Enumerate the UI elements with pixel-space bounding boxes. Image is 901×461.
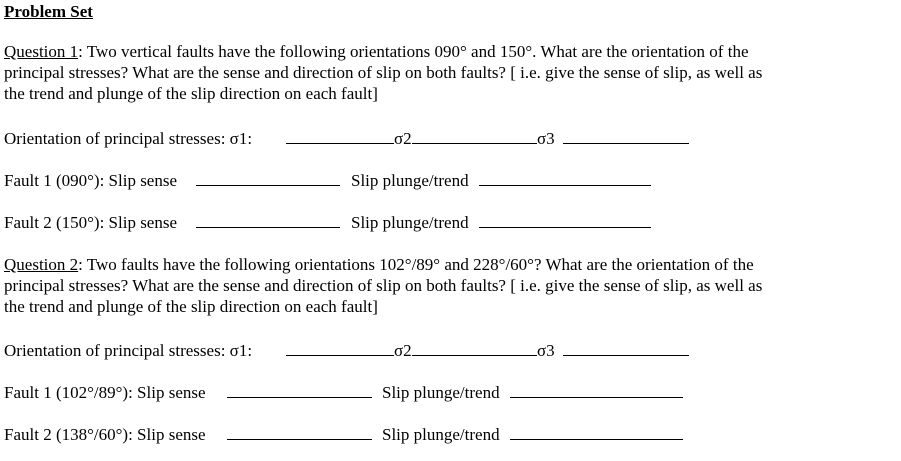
q1-fault2-plunge-answer[interactable]	[479, 212, 651, 233]
q2-fault1-plunge-answer[interactable]	[510, 382, 683, 403]
q2-fault1-sense-answer[interactable]	[227, 382, 372, 403]
q1-fault1-plunge-label: Slip plunge/trend	[351, 171, 469, 190]
q2-fault2-sense-answer[interactable]	[227, 424, 372, 445]
q1-text-line1: : Two vertical faults have the following orientations 090° and 150°. What are the orientation of the	[78, 42, 749, 61]
q1-sigma3-label: σ3	[537, 129, 555, 148]
q1-text-line3: the trend and plunge of the slip direction on each fault]	[4, 84, 378, 103]
q2-stress-label: Orientation of principal stresses: σ1:	[4, 341, 253, 360]
q2-fault1-row	[4, 382, 206, 403]
q1-line1	[4, 41, 749, 62]
q2-sigma2-field	[394, 340, 412, 361]
q2-fault2-plunge-label: Slip plunge/trend	[382, 425, 500, 444]
q2-fault2-row	[4, 424, 206, 445]
q2-sigma3-label: σ3	[537, 341, 555, 360]
q1-sigma2-answer[interactable]	[412, 128, 537, 149]
q2-sigma3-answer[interactable]	[563, 340, 689, 361]
q2-text-line1: : Two faults have the following orientations 102°/89° and 228°/60°? What are the orientation of the	[78, 255, 754, 274]
q2-fault2-plunge-answer[interactable]	[510, 424, 683, 445]
q1-sigma2-label: σ2	[394, 129, 412, 148]
q1-sigma1-answer[interactable]	[286, 128, 394, 149]
q2-fault1-label: Fault 1 (102°/89°): Slip sense	[4, 383, 206, 402]
page-title: Problem Set	[4, 2, 93, 21]
q1-stress-label: Orientation of principal stresses: σ1:	[4, 129, 253, 148]
q1-fault2-sense-answer[interactable]	[196, 212, 340, 233]
q2-sigma2-label: σ2	[394, 341, 412, 360]
q1-fault1-plunge-answer[interactable]	[479, 170, 651, 191]
q2-line1	[4, 254, 754, 275]
q1-text-line2: principal stresses? What are the sense and direction of slip on both faults? [ i.e. give the sense of slip, as well as	[4, 63, 763, 82]
q1-fault1-label: Fault 1 (090°): Slip sense	[4, 171, 178, 190]
q1-fault2-row	[4, 212, 177, 233]
q1-sigma2-field	[394, 128, 412, 149]
q1-fault2-plunge-label: Slip plunge/trend	[351, 213, 469, 232]
q1-sigma3-field	[537, 128, 555, 149]
q1-fault1-sense-answer[interactable]	[196, 170, 340, 191]
q1-fault2-label: Fault 2 (150°): Slip sense	[4, 213, 178, 232]
q2-label: Question 2	[4, 255, 79, 274]
q2-sigma1-answer[interactable]	[286, 340, 394, 361]
q2-text-line3: the trend and plunge of the slip direction on each fault]	[4, 297, 378, 316]
q1-fault1-row	[4, 170, 177, 191]
q1-stress-row	[4, 128, 252, 149]
q2-sigma3-field	[537, 340, 555, 361]
q2-stress-row	[4, 340, 252, 361]
q1-sigma3-answer[interactable]	[563, 128, 689, 149]
q2-sigma2-answer[interactable]	[412, 340, 537, 361]
q1-label: Question 1	[4, 42, 79, 61]
q2-fault1-plunge-label: Slip plunge/trend	[382, 383, 500, 402]
q2-fault2-label: Fault 2 (138°/60°): Slip sense	[4, 425, 206, 444]
q2-text-line2: principal stresses? What are the sense and direction of slip on both faults? [ i.e. give the sense of slip, as well as	[4, 276, 763, 295]
